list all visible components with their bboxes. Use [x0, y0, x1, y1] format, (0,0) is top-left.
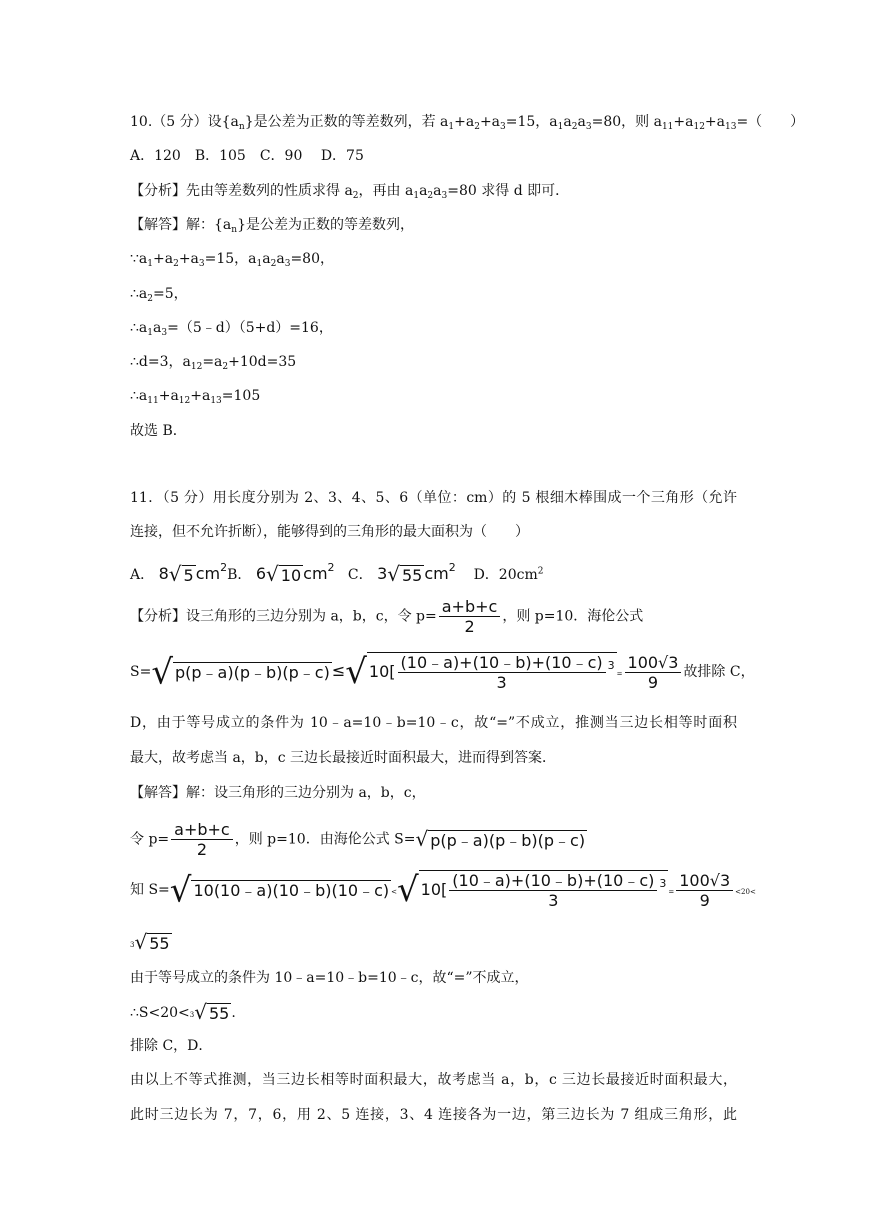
- option-a-value: 8√ 5 $cm^2$: [158, 561, 228, 586]
- q10-solution-heading: 【解答】解：$\{a_n\}$是公差为正数的等差数列，: [130, 217, 414, 235]
- q11-solution-line-7: 排除 C，D．: [130, 1038, 213, 1054]
- q11-solution-line-3: 知 S=√ 10(10﹣a)(10﹣b)(10﹣c) <√ 10[ $\frac{(10﹣a)+(10﹣b)+(10﹣c)}{3}$ $^3$= $\frac{100√3}{9}$ <20<: [130, 870, 756, 910]
- q10-analysis: 【分析】先由等差数列的性质求得 $a_2$，再由 $a_1a_2a_3=80$ 求得 d 即可．: [130, 183, 570, 201]
- heron-radical: √ p(p﹣a)(p﹣b)(p﹣c): [151, 652, 330, 692]
- q11-solution-line-5: 由于等号成立的条件为 10﹣a=10﹣b=10﹣c，故“=”不成立，: [130, 970, 529, 986]
- q10-heading: 10.（5 分）设$\{a_n\}$是公差为正数的等差数列，若 $a_1+a_2+a_3=15$，$a_1a_2a_3=80$，则 $a_{11}+a_{12}+a_{13}=$（ ）: [130, 114, 805, 132]
- q11-solution-line-2: 令 p= $\frac{a+b+c}{2}$ ，则 p=10．由海伦公式 S=√ p(p﹣a)(p﹣b)(p﹣c): [130, 820, 586, 859]
- q10-conclusion: 故选 B．: [130, 423, 187, 439]
- q11-analysis-formula: S=√ p(p﹣a)(p﹣b)(p﹣c) ≤√ 10[ $\frac{(10﹣a)+(10﹣b)+(10﹣c)}{3}$ $^3$= $\frac{100√3}{9}$ 故排除 C，: [130, 652, 755, 692]
- q10-step-5: $\therefore a_{11}+a_{12}+a_{13}=105$: [130, 388, 261, 406]
- q11-analysis-line-3: 最大，故考虑当 a，b，c 三边长最接近时面积最大，进而得到答案．: [130, 750, 557, 766]
- q11-solution-line-4: 3√ 55: [130, 930, 170, 954]
- q11-analysis-line-1: 【分析】设三角形的三边分别为 a，b，c，令 p= $\frac{a+b+c}{2}$ ，则 p=10．海伦公式: [130, 597, 644, 636]
- q11-solution-line-9: 此时三边长为 7，7，6，用 2、5 连接，3、4 连接各为一边，第三边长为 7 组成三角形，此: [130, 1107, 737, 1123]
- option-b-value: 6√ 10 $cm^2$: [255, 561, 335, 586]
- q10-step-2: $\therefore a_2=5$，: [130, 286, 188, 304]
- q10-step-1: $\because a_1+a_2+a_3=15$，$a_1a_2a_3=80$，: [130, 251, 334, 269]
- q11-solution-line-8: 由以上不等式推测，当三边长相等时面积最大，故考虑当 a，b，c 三边长最接近时面积最大，: [130, 1072, 737, 1088]
- amgm-radical: √ 10[ $\frac{(10﹣a)+(10﹣b)+(10﹣c)}{3}$ $^3$: [345, 652, 615, 692]
- q11-options: A． 8√ 5 $cm^2B$． 6√ 10 $cm^2$ C． 3√ 55 $cm^2$ D．$20cm^2$: [130, 561, 544, 586]
- option-c-value: 3√ 55 $cm^2$: [377, 561, 456, 586]
- q11-solution-line-6: ∴S<20<3√ 55 .: [130, 1000, 236, 1024]
- q10-options: A．120 B．105 C．90 D．75: [130, 148, 364, 164]
- result-fraction: $\frac{100√3}{9}$: [625, 653, 682, 692]
- q11-heading-line-1: 11．（5 分）用长度分别为 2、3、4、5、6（单位：cm）的 5 根细木棒围成一个三角形（允许: [130, 490, 737, 506]
- q11-solution-line-1: 【解答】解：设三角形的三边分别为 a，b，c，: [130, 785, 426, 801]
- q11-heading-line-2: 连接，但不允许折断），能够得到的三角形的最大面积为（ ）: [130, 524, 529, 540]
- q11-analysis-line-2: D，由于等号成立的条件为 10﹣a=10﹣b=10﹣c，故“=”不成立，推测当三边长相等时面积: [130, 715, 737, 731]
- q10-step-3: $\therefore a_1a_3=(5﹣d)(5+d)=16$，: [130, 320, 333, 338]
- q10-step-4: ∴d=3，$a_{12}=a_2+10d=35$: [130, 354, 297, 372]
- fraction-abc-over-2: $\frac{a+b+c}{2}$: [439, 597, 501, 636]
